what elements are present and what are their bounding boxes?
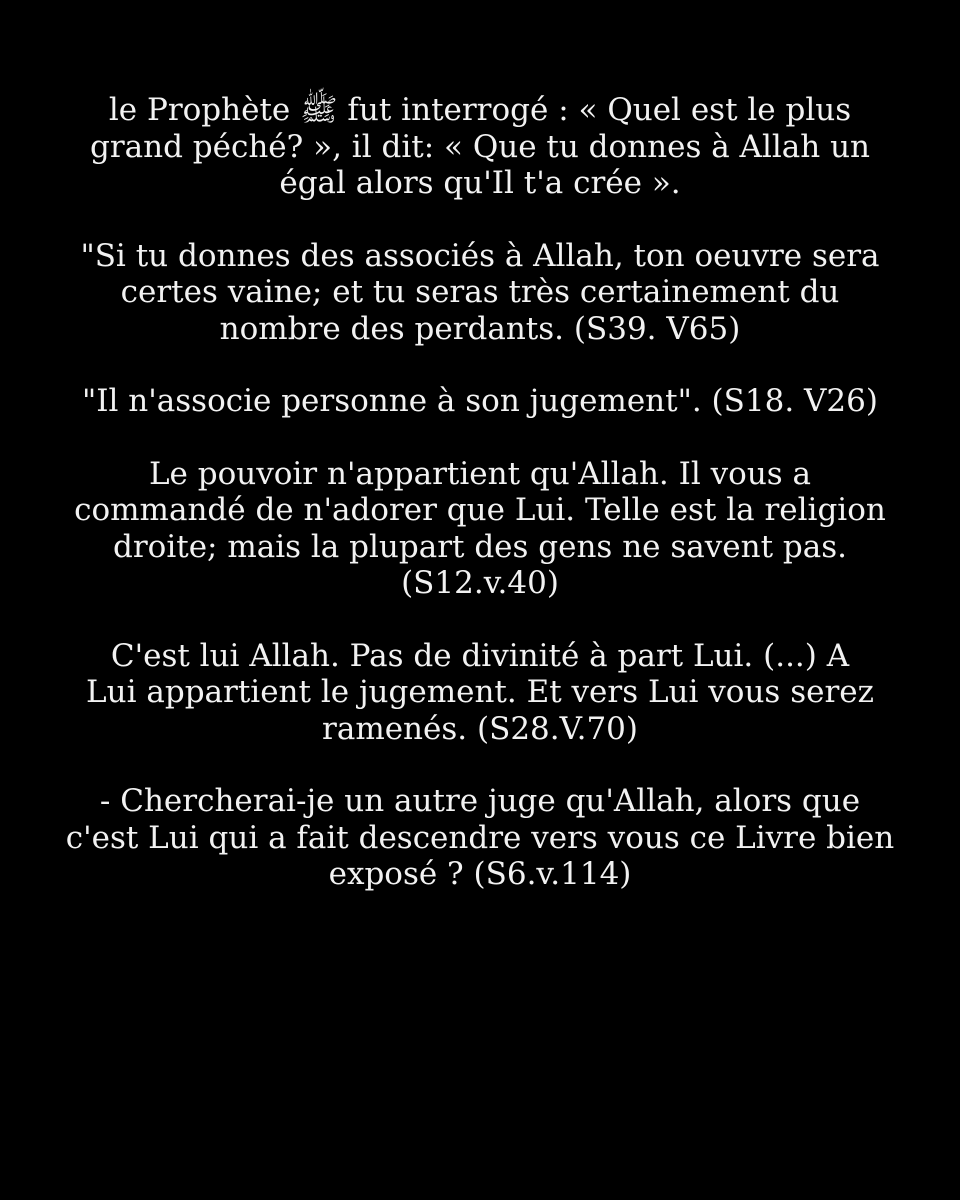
quote-text-block (40, 92, 920, 929)
paragraph-verse-s28: C'est lui Allah. Pas de divinité à part Lui. (...) A Lui appartient le jugement. Et vers Lui vous serez ramenés. (S28.V.70) (86, 637, 874, 747)
paragraph-verse-s39: "Si tu donnes des associés à Allah, ton oeuvre sera certes vaine; et tu seras très certainement du nombre des perdants. (S39. V65) (80, 237, 880, 347)
paragraph-verse-s12: Le pouvoir n'appartient qu'Allah. Il vous a commandé de n'adorer que Lui. Telle est la religion droite; mais la plupart des gens ne savent pas. (S12.v.40) (74, 455, 886, 601)
paragraph-verse-s6: - Chercherai-je un autre juge qu'Allah, alors que c'est Lui qui a fait descendre vers vous ce Livre bien exposé ? (S6.v.114) (65, 783, 895, 892)
paragraph-hadith: le Prophète ﷺ fut interrogé : « Quel est le plus grand péché? », il dit: « Que tu donnes à Allah un égal alors qu'Il t'a crée ». (89, 92, 871, 201)
paragraph-verse-s18: "Il n'associe personne à son jugement". (S18. V26) (82, 383, 878, 419)
